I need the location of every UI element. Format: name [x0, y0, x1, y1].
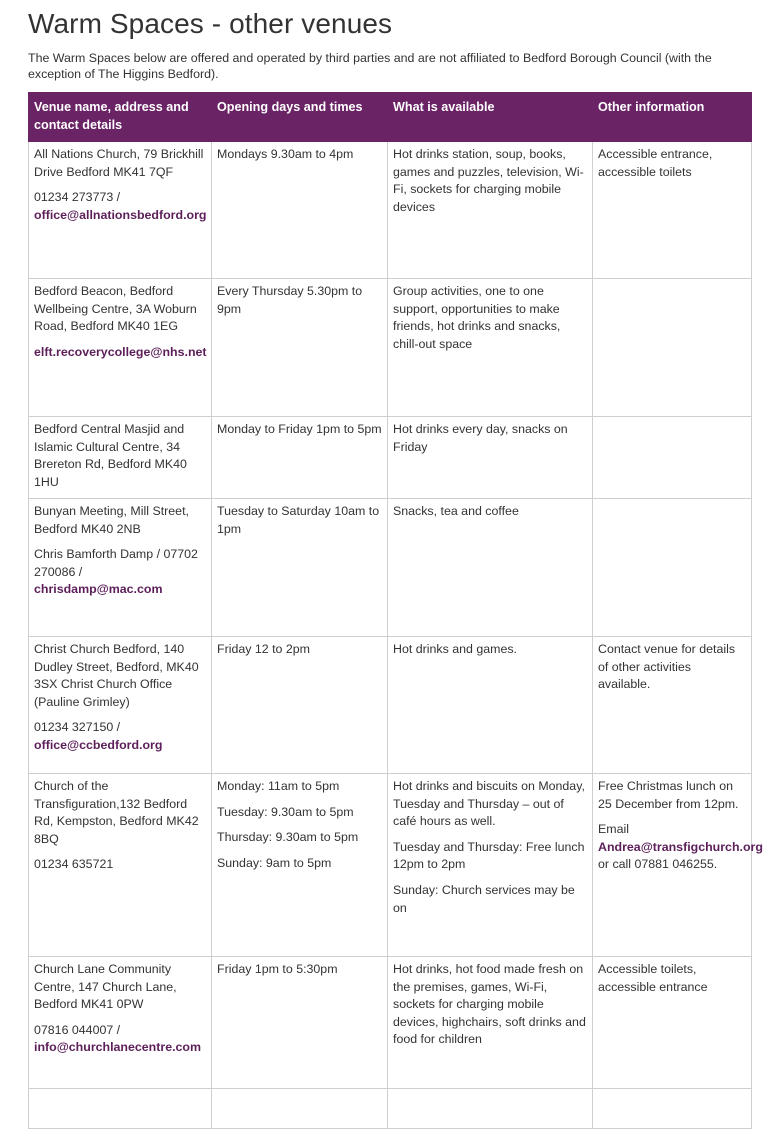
intro-text: The Warm Spaces below are offered and operated by third parties and are not affiliated to Bedford Borough Council (with the exception of The Higgins Bedford). — [28, 51, 712, 81]
venue-address: Bedford Beacon, Bedford Wellbeing Centre, 3A Woburn Road, Bedford MK40 1EG — [34, 284, 197, 334]
other-cell — [593, 417, 752, 499]
other-email-label: Email — [598, 822, 629, 837]
column-header-times: Opening days and times — [212, 93, 388, 142]
times-cell — [212, 774, 388, 957]
table-row — [29, 499, 752, 637]
other-email-suffix: or call 07881 046255. — [598, 857, 718, 872]
email-link[interactable]: office@ccbedford.org — [34, 737, 163, 752]
venue-cell — [29, 774, 212, 957]
available-text: Sunday: Church services may be on — [393, 882, 575, 915]
available-text: Tuesday and Thursday: Free lunch 12pm to 2pm — [393, 839, 585, 872]
venue-cell — [29, 957, 212, 1089]
venue-contact — [34, 344, 206, 362]
table-row — [29, 957, 752, 1089]
table-header-row — [29, 93, 752, 142]
opening-time: Tuesday: 9.30am to 5pm — [217, 804, 354, 819]
available-text: Hot drinks and games. — [393, 642, 517, 656]
venue-contact — [34, 1022, 206, 1057]
venue-address: Church Lane Community Centre, 147 Church Lane, Bedford MK41 0PW — [34, 962, 177, 1012]
table-row — [29, 142, 752, 279]
email-link[interactable]: Andrea@transfigchurch.org — [598, 839, 763, 854]
other-cell — [593, 774, 763, 957]
other-cell — [593, 499, 752, 637]
venue-cell — [29, 499, 212, 637]
available-text: Hot drinks, hot food made fresh on the premises, games, Wi-Fi, sockets for charging mobile devices, highchairs, soft drinks and food for children — [393, 962, 586, 1047]
table-row — [29, 279, 752, 417]
times-cell — [212, 957, 388, 1089]
contact-text: 01234 273773 / — [34, 190, 121, 205]
venue-cell — [29, 637, 212, 774]
contact-text: Chris Bamforth Damp / 07702 270086 / — [34, 547, 198, 579]
available-cell — [388, 957, 593, 1089]
available-cell — [388, 142, 593, 279]
email-link[interactable]: office@allnationsbedford.org — [34, 207, 207, 222]
opening-time: Every Thursday 5.30pm to 9pm — [217, 284, 363, 316]
available-cell — [388, 499, 593, 637]
opening-time: Friday 12 to 2pm — [217, 642, 310, 656]
opening-time: Tuesday to Saturday 10am to 1pm — [217, 504, 380, 536]
available-text: Group activities, one to one support, opportunities to make friends, hot drinks and snacks, chill-out space — [393, 284, 561, 351]
available-cell — [388, 637, 593, 774]
opening-time: Thursday: 9.30am to 5pm — [217, 830, 359, 845]
available-cell — [388, 279, 593, 417]
table-row — [29, 417, 752, 499]
times-cell — [212, 142, 388, 279]
other-cell: Accessible toilets, accessible entrance — [593, 957, 752, 1089]
contact-text: 01234 327150 / — [34, 720, 121, 735]
venue-address: Bedford Central Masjid and Islamic Cultural Centre, 34 Brereton Rd, Bedford MK40 1HU — [34, 422, 187, 489]
venue-contact: 01234 635721 — [34, 857, 114, 872]
other-cell: Accessible entrance, accessible toilets — [593, 142, 752, 279]
page-title: Warm Spaces - other venues — [28, 8, 393, 39]
available-cell — [388, 774, 593, 957]
table-row — [29, 1089, 752, 1129]
contact-text: 07816 044007 / — [34, 1022, 121, 1037]
other-contact — [598, 821, 763, 874]
opening-time: Mondays 9.30am to 4pm — [217, 147, 354, 161]
venue-address: Church of the Transfiguration,132 Bedford Rd, Kempston, Bedford MK42 8BQ — [34, 779, 199, 846]
venue-address: All Nations Church, 79 Brickhill Drive Bedford MK41 7QF — [34, 147, 204, 179]
column-header-venue: Venue name, address and contact details — [29, 93, 212, 142]
venue-contact — [34, 719, 206, 754]
venue-cell — [29, 279, 212, 417]
column-header-other: Other information — [593, 93, 752, 142]
venue-cell — [29, 417, 212, 499]
times-cell — [212, 279, 388, 417]
email-link[interactable]: elft.recoverycollege@nhs.net — [34, 344, 207, 359]
available-text: Snacks, tea and coffee — [393, 504, 519, 518]
times-cell — [212, 417, 388, 499]
opening-time: Friday 1pm to 5:30pm — [217, 962, 338, 976]
venue-cell — [29, 142, 212, 279]
opening-time: Monday to Friday 1pm to 5pm — [217, 422, 382, 436]
other-text: Free Christmas lunch on 25 December from 12pm. — [598, 779, 739, 811]
opening-time: Monday: 11am to 5pm — [217, 779, 340, 793]
available-cell — [388, 417, 593, 499]
table-row — [29, 774, 752, 957]
email-link[interactable]: chrisdamp@mac.com — [34, 582, 163, 597]
venue-contact — [34, 546, 206, 599]
email-link[interactable]: info@churchlanecentre.com — [34, 1040, 202, 1055]
other-cell: Contact venue for details of other activities available. — [593, 637, 752, 774]
column-header-available: What is available — [388, 93, 593, 142]
available-text: Hot drinks station, soup, books, games and puzzles, television, Wi-Fi, sockets for charging mobile devices — [393, 147, 584, 214]
opening-time: Sunday: 9am to 5pm — [217, 855, 332, 870]
venue-contact — [34, 189, 206, 224]
table-row — [29, 637, 752, 774]
times-cell — [212, 637, 388, 774]
available-text: Hot drinks and biscuits on Monday, Tuesday and Thursday – out of café hours as well. — [393, 779, 585, 829]
venue-address: Christ Church Bedford, 140 Dudley Street, Bedford, MK40 3SX Christ Church Office (Pauline Grimley) — [34, 642, 199, 709]
available-text: Hot drinks every day, snacks on Friday — [393, 422, 568, 454]
venues-table — [28, 92, 763, 1129]
times-cell — [212, 499, 388, 637]
venue-address: Bunyan Meeting, Mill Street, Bedford MK40 2NB — [34, 504, 189, 536]
other-cell — [593, 279, 752, 417]
